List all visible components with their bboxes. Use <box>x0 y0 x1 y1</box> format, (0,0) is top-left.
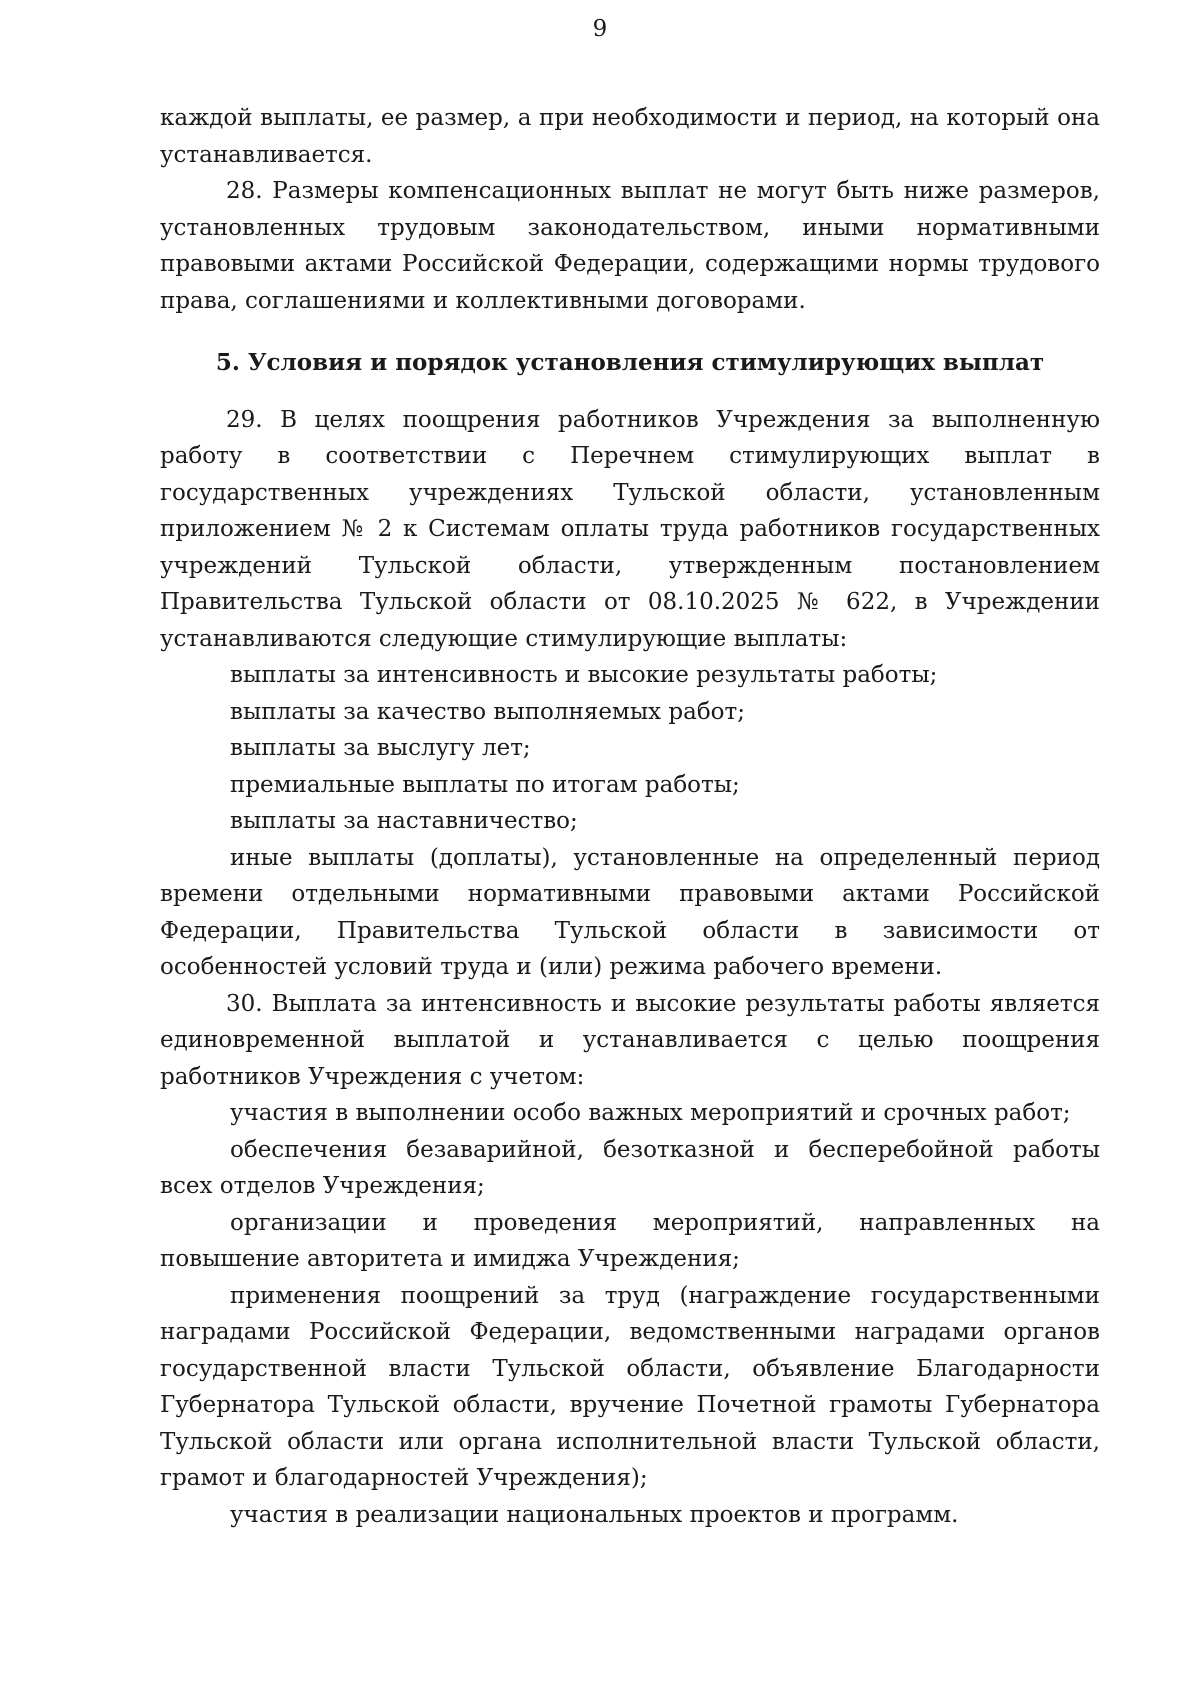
clause-29: 29. В целях поощрения работников Учреждения за выполненную работу в соответствии с Перечнем стимулирующих выплат в государственных учреждениях Тульской области, установленным приложением № 2 к Системам оплаты труда работников государственных учреждений Тульской области, утвержденным постановлением Правительства Тульской области от 08.10.2025 № 622, в Учреждении устанавливаются следующие стимулирующие выплаты: <box>160 406 1100 652</box>
clause-29-item: премиальные выплаты по итогам работы; <box>230 771 740 798</box>
clause-29-item: выплаты за интенсивность и высокие результаты работы; <box>230 662 938 688</box>
clause-29-item: иные выплаты (доплаты), установленные на определенный период времени отдельными нормативными правовыми актами Российской Федерации, Правительства Тульской области в зависимости от особенностей условий труда и (или) режима рабочего времени. <box>160 844 1100 980</box>
clause-30: 30. Выплата за интенсивность и высокие результаты работы является единовременной выплатой и устанавливается с целью поощрения работников Учреждения с учетом: <box>160 990 1100 1090</box>
clause-30-item: участия в выполнении особо важных мероприятий и срочных работ; <box>230 1100 1071 1126</box>
clause-28: 28. Размеры компенсационных выплат не могут быть ниже размеров, установленных трудовым законодательством, иными нормативными правовыми актами Российской Федерации, содержащими нормы трудового права, соглашениями и коллективными договорами. <box>160 178 1100 314</box>
clause-29-item: выплаты за наставничество; <box>230 808 578 834</box>
clause-29-item: выплаты за качество выполняемых работ; <box>230 698 746 725</box>
clause-30-item: обеспечения безаварийной, безотказной и бесперебойной работы всех отделов Учреждения; <box>160 1136 1100 1199</box>
clause-30-item: организации и проведения мероприятий, направленных на повышение авторитета и имиджа Учреждения; <box>160 1209 1100 1272</box>
document-body <box>160 100 1100 1533</box>
section-5-heading: 5. Условия и порядок установления стимулирующих выплат <box>215 349 1045 376</box>
clause-29-item: выплаты за выслугу лет; <box>230 735 531 761</box>
page-number: 9 <box>592 16 608 42</box>
clause-30-item: применения поощрений за труд (награждение государственными наградами Российской Федерации, ведомственными наградами органов государственной власти Тульской области, объявление Благодарности Губернатора Тульской области, вручение Почетной грамоты Губернатора Тульской области или органа исполнительной власти Тульской области, грамот и благодарностей Учреждения); <box>160 1282 1100 1491</box>
clause-30-item: участия в реализации национальных проектов и программ. <box>230 1501 959 1528</box>
intro-paragraph: каждой выплаты, ее размер, а при необходимости и период, на который она устанавливается. <box>160 105 1100 168</box>
